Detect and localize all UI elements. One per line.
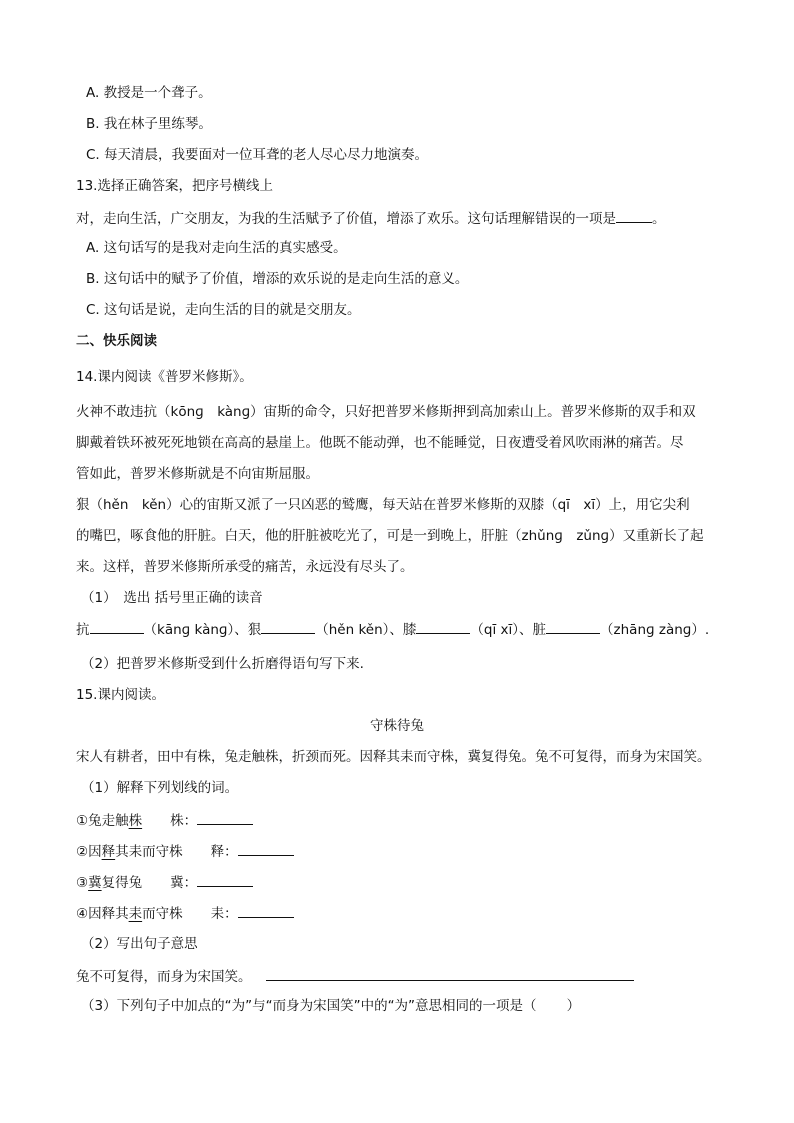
q14-passage-line: 狠（hěn kěn）心的宙斯又派了一只凶恶的鹫鹰，每天站在普罗米修斯的双膝（qī xī）上，用它尖利 [76,497,690,513]
q15-item [76,841,294,861]
q15-sub3 [81,997,580,1015]
pinyin-char: 脏 [532,622,547,638]
q13-answer-blank[interactable] [616,208,652,223]
pinyin-answer-blank[interactable] [546,619,600,634]
definition-blank[interactable] [238,903,294,918]
q14-passage-line: 的嘴巴，啄食他的肝脏。白天，他的肝脏被吃光了，可是一到晚上，肝脏（zhǔnɡ zǔnɡ）又重新长了起 [76,528,704,544]
q14-passage-line: 火神不敢违抗（kōnɡ kànɡ）宙斯的命令，只好把普罗米修斯押到高加索山上。普罗米修斯的双手和双 [76,404,696,420]
meaning-answer-blank[interactable] [266,966,634,981]
q14-passage-line: 来。这样，普罗米修斯所承受的痛苦，永远没有尽头了。 [76,559,414,575]
item-text: 其耒而守株 [115,844,183,860]
q15-sub1: （1）解释下列划线的词。 [81,780,239,796]
item-number: ② [76,844,89,860]
item-text: 复得兔 [101,875,143,891]
pinyin-choices: （zhānɡ zànɡ）. [600,622,710,638]
pinyin-choices: （hěn kěn）、 [315,622,403,638]
q13-title: 13.选择正确答案，把序号横线上 [76,178,273,194]
q15-sentence-row [76,966,634,986]
q13-stem-text: 对，走向生活，广交朋友，为我的生活赋予了价值，增添了欢乐。这句话理解错误的一项是 [76,211,616,227]
underlined-word: 冀 [88,875,102,891]
q12-option-a: A. 教授是一个聋子。 [86,85,212,101]
q13-option-c: C. 这句话是说，走向生活的目的就是交朋友。 [86,302,361,318]
q15-passage: 宋人有耕者，田中有株，兔走触株，折颈而死。因释其耒而守株，冀复得兔。兔不可复得，而身为宋国笑。 [76,749,711,765]
underlined-word: 株 [128,813,143,829]
q14-pinyin-row [76,619,709,639]
pinyin-char: 狠 [247,622,262,638]
definition-blank[interactable] [238,841,294,856]
q14-passage-line: 脚戴着铁环被死死地锁在高高的悬崖上。他既不能动弹，也不能睡觉，日夜遭受着风吹雨淋的痛苦。尽 [76,435,684,451]
q14-sub2: （2）把普罗米修斯受到什么折磨得语句写下来. [81,656,364,672]
q15-item [76,810,253,830]
pinyin-char: 膝 [402,622,417,638]
item-text: 兔走触 [88,813,129,829]
item-number: ④ [76,906,89,922]
sentence-text: 兔不可复得，而身为宋国笑。 [76,969,252,985]
word-label: 冀： [170,875,198,891]
pinyin-choices: （kānɡ kànɡ）、 [143,622,248,638]
q13-option-b: B. 这句话中的赋予了价值，增添的欢乐说的是走向生活的意义。 [86,271,469,287]
q14-title: 14.课内阅读《普罗米修斯》。 [76,369,253,385]
q15-item [76,903,294,923]
q13-stem [76,208,666,228]
item-text: 因释其 [88,906,129,922]
q14-passage-line: 管如此，普罗米修斯就是不向宙斯屈服。 [76,466,319,482]
passage-title: 守株待兔 [370,718,424,734]
underlined-word: 释 [101,844,116,860]
word-label: 株： [170,813,198,829]
q12-option-c: C. 每天清晨，我要面对一位耳聋的老人尽心尽力地演奏。 [86,147,429,163]
section-heading: 二、快乐阅读 [76,333,157,349]
definition-blank[interactable] [197,872,253,887]
q15-sub3-text: （3）下列句子中加点的“为”与“而身为宋国笑”中的“为”意思相同的一项是（ [81,998,537,1014]
word-label: 释： [210,844,238,860]
pinyin-answer-blank[interactable] [261,619,315,634]
q15-title: 15.课内阅读。 [76,687,165,703]
pinyin-choices: （qī xī）、 [470,622,533,638]
item-text: 而守株 [142,906,183,922]
pinyin-char: 抗 [76,622,90,638]
q13-option-a: A. 这句话写的是我对走向生活的真实感受。 [86,240,347,256]
item-number: ③ [76,875,89,891]
q14-sub1-label: （1） 选出 括号里正确的读音 [81,590,263,606]
definition-blank[interactable] [197,810,253,825]
item-text: 因 [88,844,102,860]
word-label: 耒： [210,906,238,922]
q15-sub2: （2）写出句子意思 [81,936,198,952]
q12-option-b: B. 我在林子里练琴。 [86,116,212,132]
pinyin-answer-blank[interactable] [416,619,470,634]
q13-stem-end: 。 [652,211,666,227]
underlined-word: 耒 [128,906,143,922]
q15-item [76,872,253,892]
pinyin-answer-blank[interactable] [90,619,144,634]
q15-sub3-close: ） [566,998,581,1014]
item-number: ① [76,813,89,829]
